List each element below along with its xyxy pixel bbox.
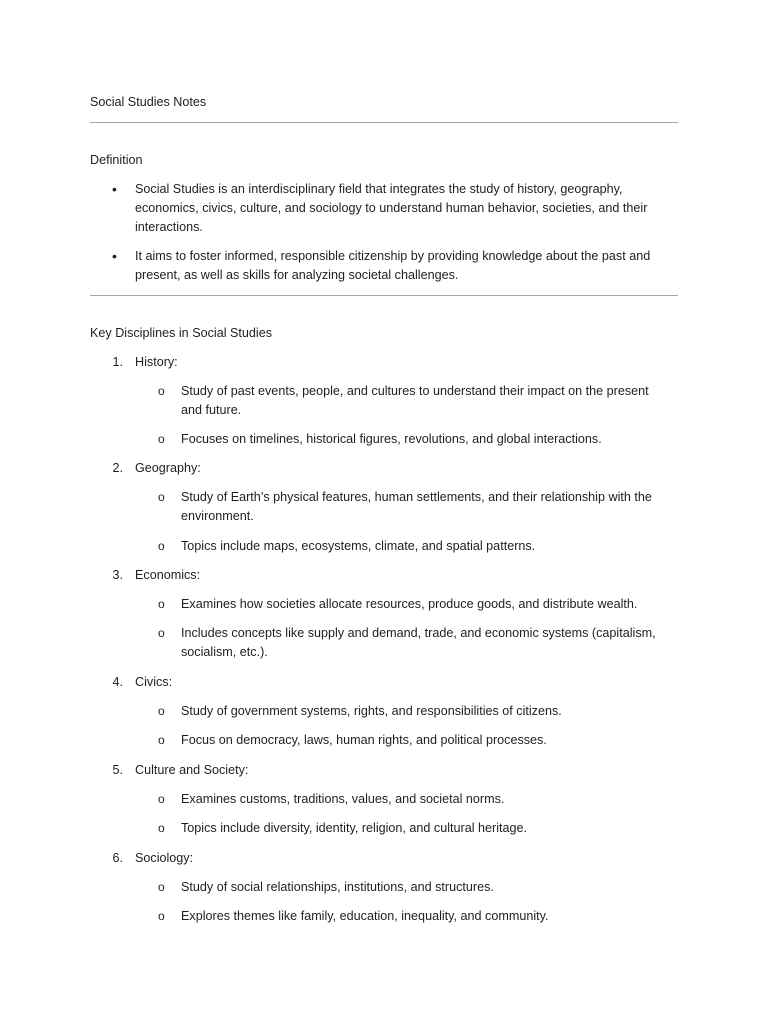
sub-item-text: Study of social relationships, institutions, and structures.	[181, 880, 494, 894]
section-heading-disciplines: Key Disciplines in Social Studies	[90, 326, 272, 340]
list-item-text: interactions.	[135, 220, 203, 234]
bullet-marker: •	[112, 181, 117, 197]
sub-item-text: Focuses on timelines, historical figures, revolutions, and global interactions.	[181, 432, 602, 446]
list-number: 1.	[112, 355, 123, 369]
sub-item-text: Focus on democracy, laws, human rights, and political processes.	[181, 733, 547, 747]
sub-item-text: Topics include diversity, identity, religion, and cultural heritage.	[181, 821, 528, 835]
list-item-text: present, as well as skills for analyzing societal challenges.	[135, 268, 459, 282]
sub-bullet-marker: o	[158, 597, 165, 611]
discipline-label: Geography:	[135, 461, 201, 475]
discipline-label: Culture and Society:	[135, 763, 249, 777]
list-item-text: It aims to foster informed, responsible citizenship by providing knowledge about the past and	[135, 249, 651, 263]
sub-item-text: Includes concepts like supply and demand, trade, and economic systems (capitalism,	[181, 626, 656, 640]
section-heading-definition: Definition	[90, 153, 143, 167]
list-number: 4.	[112, 675, 123, 689]
bullet-marker: •	[112, 248, 117, 264]
sub-bullet-marker: o	[158, 384, 165, 398]
list-number: 6.	[112, 851, 123, 865]
sub-item-text: Examines how societies allocate resources, produce goods, and distribute wealth.	[181, 597, 638, 611]
discipline-label: History:	[135, 355, 178, 369]
sub-bullet-marker: o	[158, 792, 165, 806]
list-number: 3.	[112, 568, 123, 582]
list-number: 2.	[112, 461, 123, 475]
sub-bullet-marker: o	[158, 909, 165, 923]
discipline-label: Economics:	[135, 568, 201, 582]
divider	[90, 122, 678, 123]
list-item-text: Social Studies is an interdisciplinary field that integrates the study of history, geography,	[135, 182, 623, 196]
sub-bullet-marker: o	[158, 626, 165, 640]
divider	[90, 295, 678, 296]
discipline-label: Civics:	[135, 675, 173, 689]
sub-item-text: Explores themes like family, education, inequality, and community.	[181, 909, 549, 923]
sub-bullet-marker: o	[158, 733, 165, 747]
sub-item-text: Examines customs, traditions, values, and societal norms.	[181, 792, 505, 806]
list-number: 5.	[112, 763, 123, 777]
document-title: Social Studies Notes	[90, 95, 207, 109]
sub-bullet-marker: o	[158, 880, 165, 894]
sub-bullet-marker: o	[158, 490, 165, 504]
discipline-label: Sociology:	[135, 851, 194, 865]
sub-bullet-marker: o	[158, 821, 165, 835]
sub-item-text: Study of government systems, rights, and responsibilities of citizens.	[181, 704, 562, 718]
sub-item-text: and future.	[181, 403, 242, 417]
sub-bullet-marker: o	[158, 432, 165, 446]
sub-item-text: socialism, etc.).	[181, 645, 268, 659]
sub-item-text: Topics include maps, ecosystems, climate, and spatial patterns.	[181, 539, 536, 553]
sub-item-text: Study of past events, people, and cultures to understand their impact on the present	[181, 384, 649, 398]
sub-item-text: environment.	[181, 509, 254, 523]
sub-bullet-marker: o	[158, 539, 165, 553]
sub-item-text: Study of Earth’s physical features, human settlements, and their relationship with the	[181, 490, 652, 504]
sub-bullet-marker: o	[158, 704, 165, 718]
list-item-text: economics, civics, culture, and sociology to understand human behavior, societies, and their	[135, 201, 648, 215]
